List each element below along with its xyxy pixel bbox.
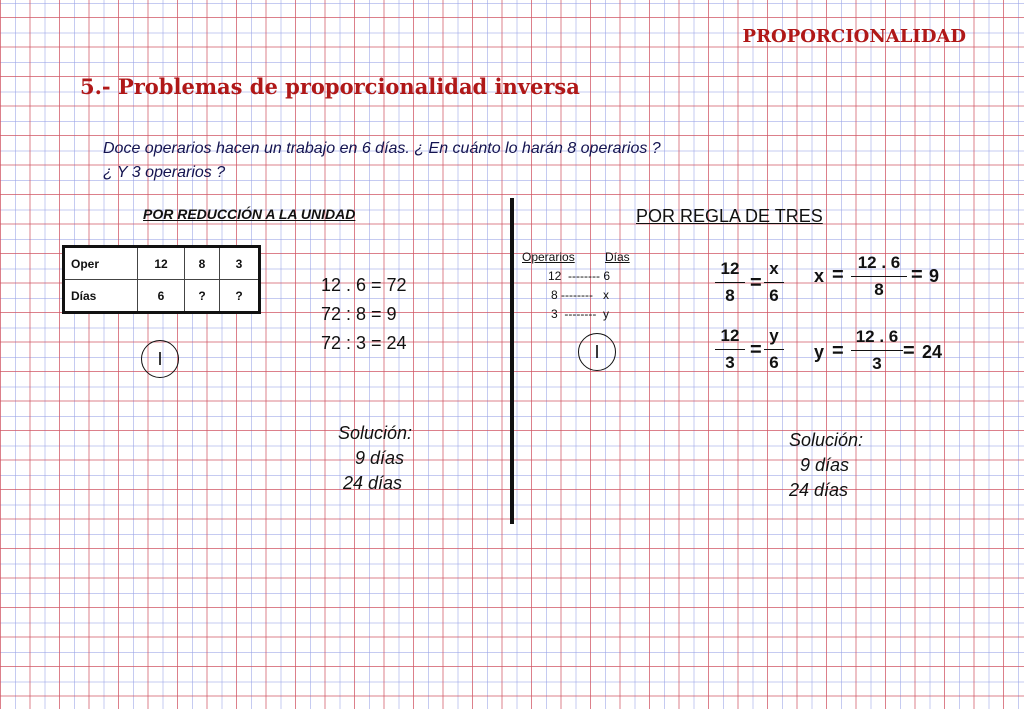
left-solution-label: Solución: xyxy=(338,423,413,443)
calc-line-1: 12 . 6 = 72 xyxy=(321,275,407,295)
result-y-var: y xyxy=(814,342,825,362)
inverse-mark-text: I xyxy=(594,341,600,362)
right-solution-a: 9 días xyxy=(800,455,850,475)
equals-sign: = xyxy=(832,264,844,286)
fraction-bar xyxy=(715,282,745,283)
divider-line xyxy=(510,198,514,524)
table-cell: ? xyxy=(185,280,220,313)
right-method-heading: POR REGLA DE TRES xyxy=(636,206,823,226)
numerator: x xyxy=(769,259,779,278)
equals-sign: = xyxy=(911,264,923,286)
fraction-bar xyxy=(851,276,907,277)
fraction-bar xyxy=(851,350,903,351)
table-row xyxy=(64,247,260,280)
equals-sign: = xyxy=(903,340,915,362)
fraction-bar xyxy=(764,349,784,350)
equals-sign: = xyxy=(832,340,844,362)
numerator: 12 . 6 xyxy=(857,253,901,272)
denominator: 3 xyxy=(725,353,735,372)
table-cell: 3 xyxy=(220,247,260,280)
table-cell: ? xyxy=(220,280,260,313)
fraction-bar xyxy=(715,349,745,350)
right-solution-label: Solución: xyxy=(789,430,864,450)
table-cell: 8 xyxy=(185,247,220,280)
result-y-value: 24 xyxy=(922,342,943,362)
numerator: 12 xyxy=(720,326,740,345)
denominator: 8 xyxy=(874,280,884,299)
left-method-heading: POR REDUCCIÓN A LA UNIDAD xyxy=(143,206,356,222)
right-solution-b: 24 días xyxy=(789,480,849,500)
fraction-12-8 xyxy=(715,259,745,306)
problem-line-2: ¿ Y 3 operarios ? xyxy=(103,164,226,181)
left-solution-a: 9 días xyxy=(355,448,405,468)
table-cell: 12 xyxy=(138,247,185,280)
fraction-result-y xyxy=(851,327,903,374)
fraction-y-6 xyxy=(764,326,784,373)
numerator: 12 xyxy=(720,259,740,278)
rule-header-operarios: Operarios xyxy=(522,250,575,264)
table-row xyxy=(64,280,260,313)
equals-sign: = xyxy=(750,272,762,294)
result-x-value: 9 xyxy=(929,266,940,286)
denominator: 6 xyxy=(769,353,779,372)
inverse-mark-left xyxy=(141,340,179,378)
section-title: 5.- Problemas de proporcionalidad inversa xyxy=(80,74,580,99)
table-cell: 6 xyxy=(138,280,185,313)
table-cell: Oper xyxy=(64,247,138,280)
inverse-mark-right xyxy=(578,333,616,371)
data-table xyxy=(62,245,261,314)
denominator: 3 xyxy=(872,354,882,373)
table-cell: Días xyxy=(64,280,138,313)
fraction-result-x xyxy=(851,253,907,300)
numerator: 12 . 6 xyxy=(855,327,899,346)
rule-row-1: 12 -------- 6 xyxy=(548,269,610,283)
denominator: 6 xyxy=(769,286,779,305)
denominator: 8 xyxy=(725,286,735,305)
problem-line-1: Doce operarios hacen un trabajo en 6 días. ¿ En cuánto lo harán 8 operarios ? xyxy=(103,140,661,157)
fraction-x-6 xyxy=(764,259,784,306)
calc-line-3: 72 : 3 = 24 xyxy=(321,333,407,353)
fraction-bar xyxy=(764,282,784,283)
equals-sign: = xyxy=(750,339,762,361)
result-x-var: x xyxy=(814,266,825,286)
page-header: PROPORCIONALIDAD xyxy=(742,26,966,47)
rule-row-2: 8 -------- x xyxy=(551,288,609,302)
left-solution-b: 24 días xyxy=(343,473,403,493)
calc-line-2: 72 : 8 = 9 xyxy=(321,304,397,324)
inverse-mark-text: I xyxy=(157,348,163,369)
numerator: y xyxy=(769,326,779,345)
fraction-12-3 xyxy=(715,326,745,373)
rule-header-dias: Días xyxy=(605,250,630,264)
rule-row-3: 3 -------- y xyxy=(551,307,609,321)
